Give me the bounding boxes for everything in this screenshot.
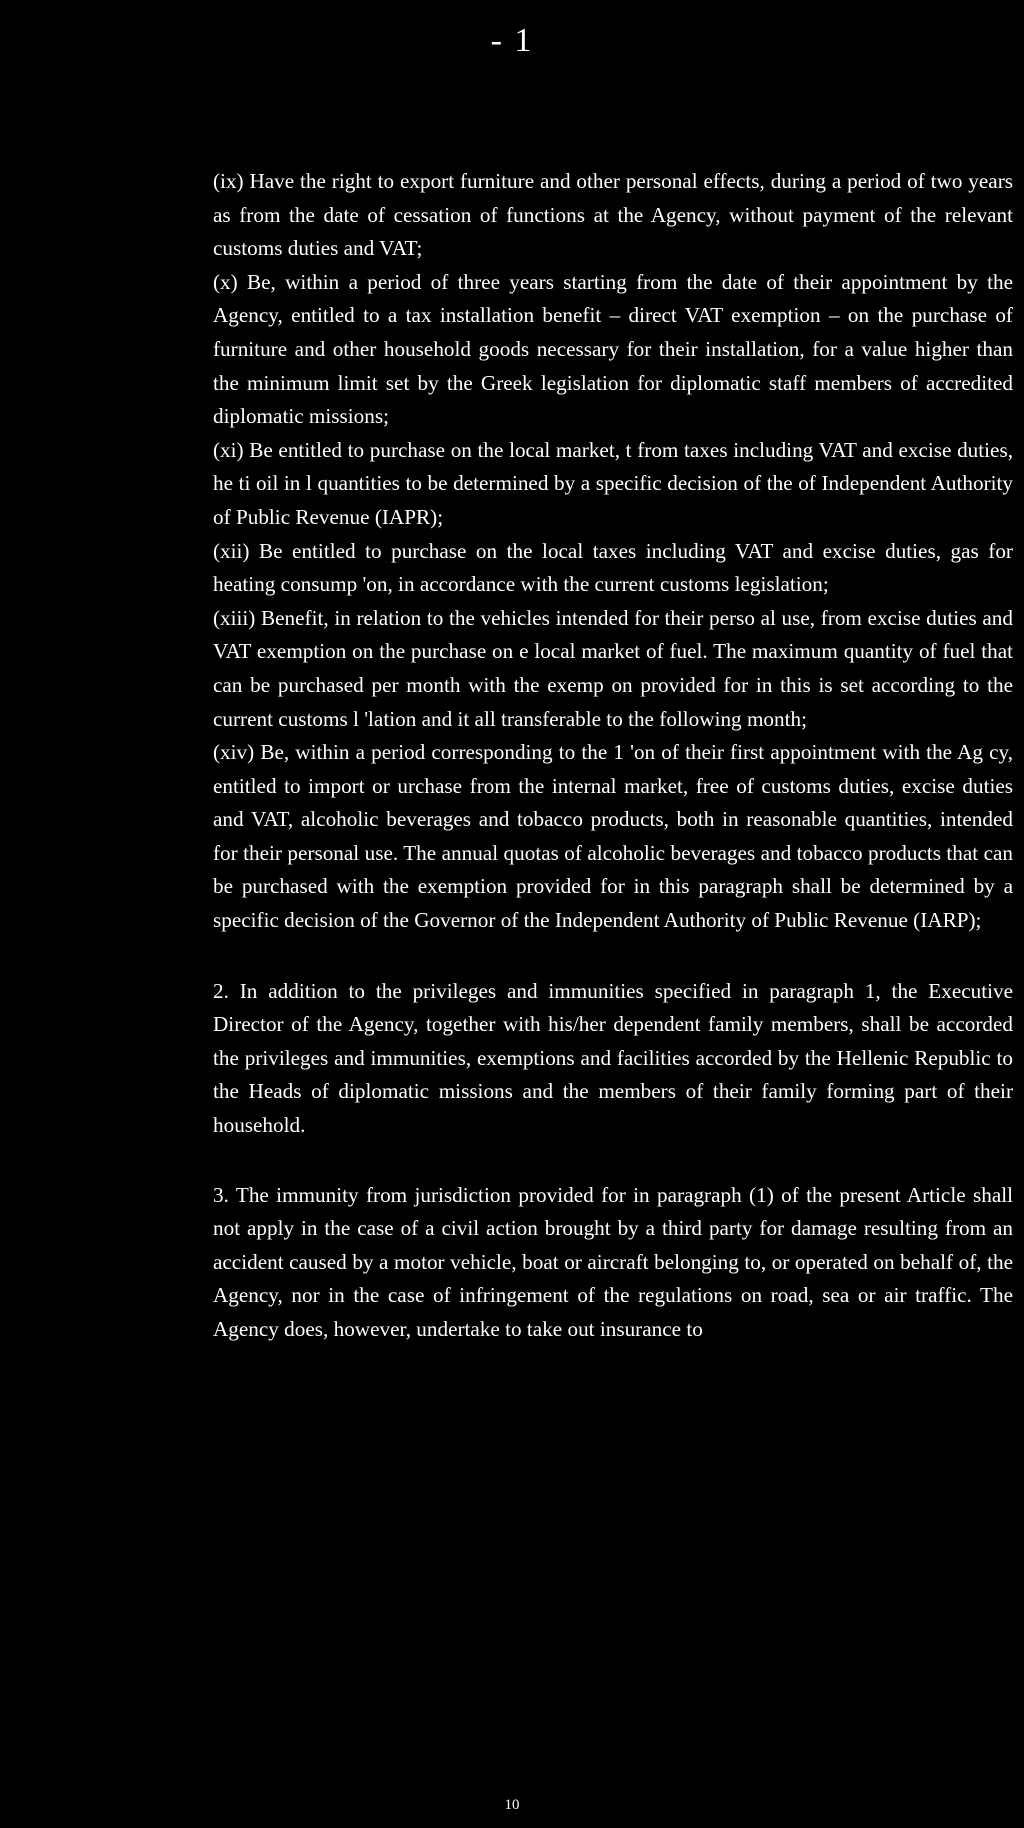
item-ix: (ix) Have the right to export furniture and other personal effects, during a period of two years as from the date of cessation of functions at the Agency, without payment of the relevant customs duties and VAT; (213, 169, 1013, 261)
item-xiv: (xiv) Be, within a period corresponding to the 1 'on of their first appointment with the Ag cy, entitled to import or urchase from the internal market, free of customs duties, excise duties and VAT, alcoholic beverages and tobacco products, both in reasonable quantities, intended for their personal use. The annual quotas of alcoholic beverages and tobacco products that can be purchased with the exemption provided for in this paragraph shall be determined by a specific decision of the Governor of the Independent Authority of Public Revenue (IARP); (213, 740, 1013, 933)
page-header-mark: - 1 (490, 22, 534, 59)
item-x: (x) Be, within a period of three years starting from the date of their appointment by the Agency, entitled to a tax installation benefit – direct VAT exemption – on the purchase of furniture and other household goods necessary for their installation, for a value higher than the minimum limit set by the Greek legislation for diplomatic staff members of accredited diplomatic missions; (213, 269, 1013, 429)
item-xii: (xii) Be entitled to purchase on the local taxes including VAT and excise duties, gas for heating consump 'on, in accordance with the current customs legislation; (213, 538, 1013, 597)
paragraph-spacer (213, 938, 1013, 975)
item-xiii: (xiii) Benefit, in relation to the vehicles intended for their perso al use, from excise duties and VAT exemption on the purchase on e local market of fuel. The maximum quantity of fuel that can be purchased per month with the exemp on provided for in this is set according to the current customs l 'lation and it all transferable to the following month; (213, 605, 1013, 731)
document-body (213, 165, 1013, 1347)
paragraph-spacer (213, 1143, 1013, 1179)
page-number: 10 (504, 1797, 520, 1813)
paragraph-2: 2. In addition to the privileges and immunities specified in paragraph 1, the Executive Director of the Agency, together with his/her dependent family members, shall be accorded the privileges and immunities, exemptions and facilities accorded by the Hellenic Republic to the Heads of diplomatic missions and the members of their family forming part of their household. (213, 978, 1013, 1138)
item-xi: (xi) Be entitled to purchase on the local market, t from taxes including VAT and excise duties, he ti oil in l quantities to be determined by a specific decision of the of Independent Authority of Public Revenue (IAPR); (213, 437, 1013, 529)
paragraph-3: 3. The immunity from jurisdiction provided for in paragraph (1) of the present Article shall not apply in the case of a civil action brought by a third party for damage resulting from an accident caused by a motor vehicle, boat or aircraft belonging to, or operated on behalf of, the Agency, nor in the case of infringement of the regulations on road, sea or air traffic. The Agency does, however, undertake to take out insurance to (213, 1182, 1013, 1341)
